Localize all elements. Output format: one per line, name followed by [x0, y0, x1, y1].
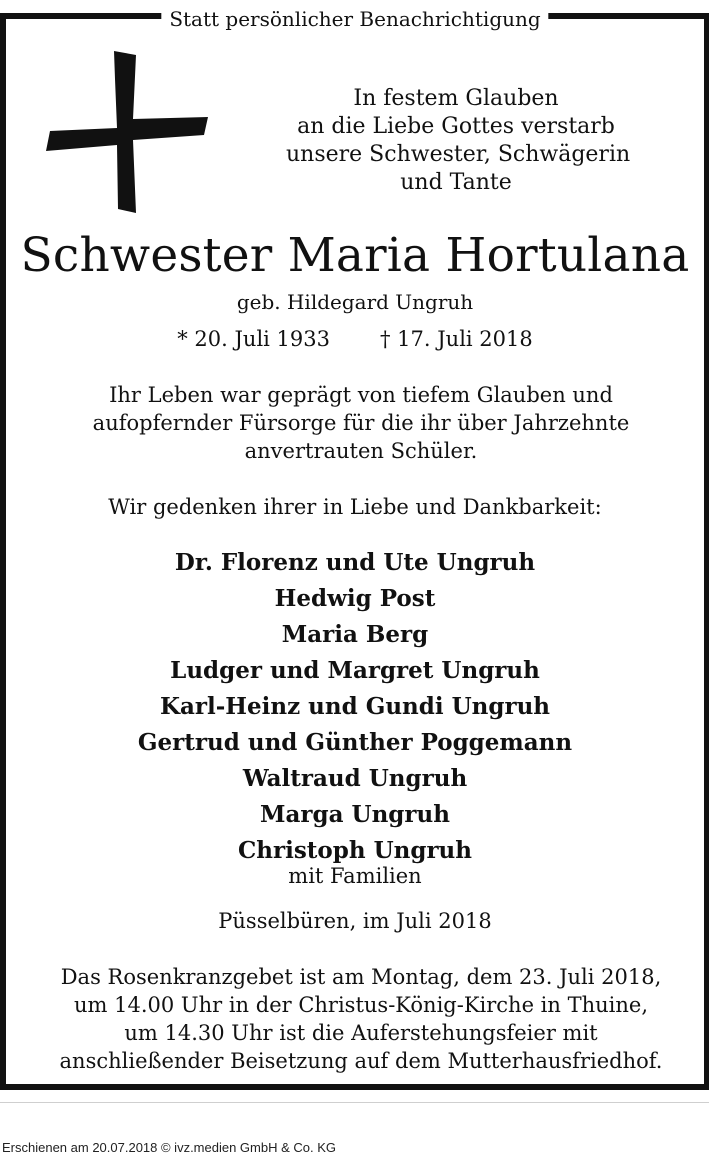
mourner-name: Marga Ungruh	[260, 801, 450, 828]
birth-name: geb. Hildegard Ungruh	[236, 290, 474, 314]
footer-divider	[0, 1102, 709, 1103]
life-dates	[6, 325, 704, 353]
tribute-line: aufopfernder Fürsorge für die ihr über Jahrzehnte	[92, 411, 630, 435]
remembrance-line: Wir gedenken ihrer in Liebe und Dankbarkeit:	[108, 495, 602, 519]
place-date: Püsselbüren, im Juli 2018	[218, 909, 492, 933]
intro-line: an die Liebe Gottes verstarb	[297, 114, 615, 139]
cross-icon	[44, 49, 214, 217]
families-line: mit Familien	[288, 864, 422, 888]
intro-line: unsere Schwester, Schwägerin	[286, 142, 631, 167]
tribute-line: anvertrauten Schüler.	[244, 439, 478, 463]
tribute-text	[46, 381, 676, 465]
intro-line: und Tante	[400, 170, 512, 195]
mourner-name: Maria Berg	[281, 621, 429, 648]
mourner-name: Dr. Florenz und Ute Ungruh	[174, 549, 536, 576]
ceremony-line: um 14.00 Uhr in der Christus-König-Kirche in Thuine,	[73, 993, 648, 1017]
birth-date: * 20. Juli 1933	[177, 327, 330, 351]
intro-line: In festem Glauben	[353, 86, 559, 111]
mourner-name: Waltraud Ungruh	[242, 765, 468, 792]
obituary-notice-frame	[0, 7, 709, 1090]
death-date: † 17. Juli 2018	[380, 327, 533, 351]
mourner-name: Karl-Heinz und Gundi Ungruh	[159, 693, 551, 720]
deceased-name: Schwester Maria Hortulana	[20, 228, 690, 283]
header-line: Statt persönlicher Benachrichtigung	[161, 9, 548, 29]
ceremony-line: anschließender Beisetzung auf dem Mutterhausfriedhof.	[59, 1049, 663, 1073]
mourner-name: Ludger und Margret Ungruh	[170, 657, 540, 684]
ceremony-line: um 14.30 Uhr ist die Auferstehungsfeier mit	[124, 1021, 598, 1045]
ceremony-line: Das Rosenkranzgebet ist am Montag, dem 23. Juli 2018,	[60, 965, 662, 989]
mourners-list	[6, 545, 704, 869]
ceremony-details	[26, 963, 696, 1075]
publication-footer: Erschienen am 20.07.2018 © ivz.medien GmbH & Co. KG	[2, 1140, 337, 1155]
tribute-line: Ihr Leben war geprägt von tiefem Glauben und	[109, 383, 613, 407]
mourner-name: Gertrud und Günther Poggemann	[137, 729, 573, 756]
mourner-name: Hedwig Post	[274, 585, 436, 612]
mourner-name: Christoph Ungruh	[237, 837, 473, 864]
intro-text	[286, 85, 631, 197]
